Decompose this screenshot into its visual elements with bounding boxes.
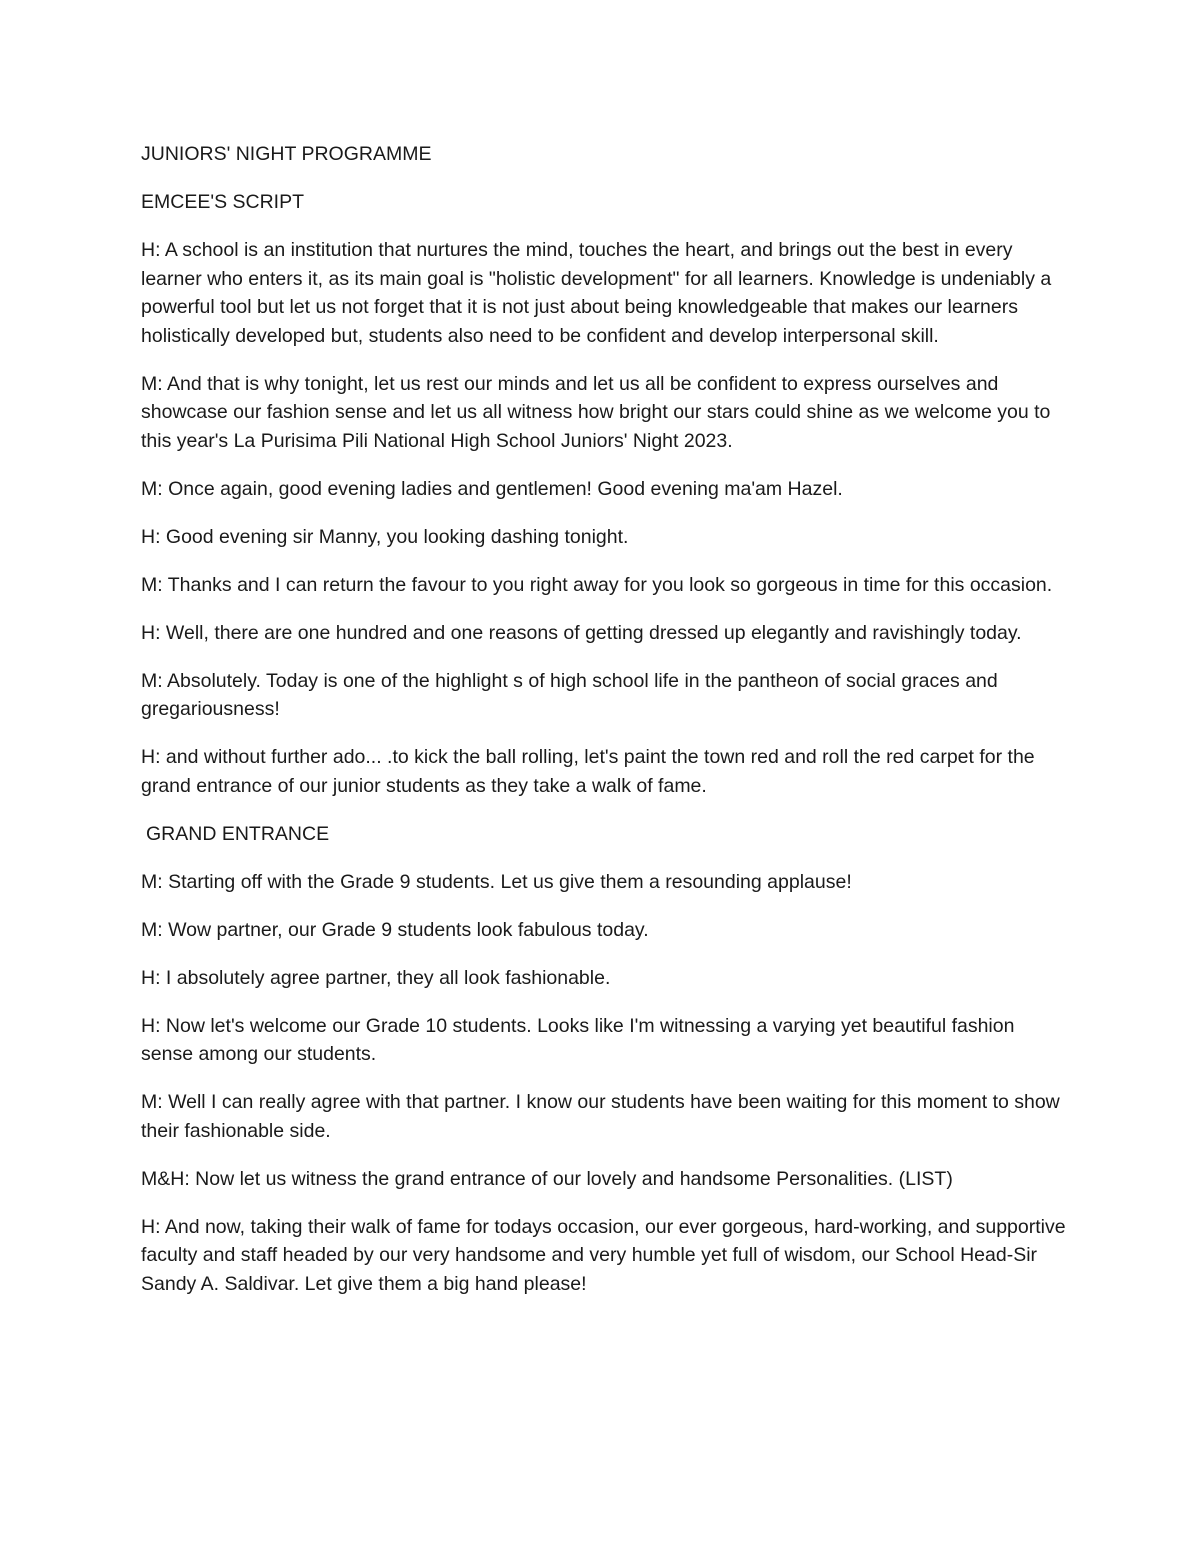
script-line: M&H: Now let us witness the grand entrance of our lovely and handsome Personalities. (LIST) <box>141 1167 953 1190</box>
script-line: H: Good evening sir Manny, you looking dashing tonight. <box>141 525 629 548</box>
script-line: H: And now, taking their walk of fame for todays occasion, our ever gorgeous, hard-working, and supportive faculty and staff headed by our very handsome and very humble yet full of wisdom, our School Head-Sir Sandy A. Saldivar. Let give them a big hand please! <box>141 1215 1066 1295</box>
document-subtitle: EMCEE'S SCRIPT <box>141 191 304 213</box>
script-line: M: Well I can really agree with that partner. I know our students have been waiting for this moment to show their fashionable side. <box>141 1091 1060 1142</box>
document-title: JUNIORS' NIGHT PROGRAMME <box>141 143 432 165</box>
script-line: M: Thanks and I can return the favour to you right away for you look so gorgeous in time for this occasion. <box>141 573 1053 596</box>
section-heading: GRAND ENTRANCE <box>146 822 330 845</box>
document-body <box>141 140 1066 1318</box>
script-line: H: and without further ado... .to kick the ball rolling, let's paint the town red and roll the red carpet for the grand entrance of our junior students as they take a walk of fame. <box>141 746 1035 797</box>
script-line: M: Once again, good evening ladies and gentlemen! Good evening ma'am Hazel. <box>141 477 843 500</box>
script-line: M: Starting off with the Grade 9 students. Let us give them a resounding applause! <box>141 870 852 893</box>
script-line: H: Well, there are one hundred and one reasons of getting dressed up elegantly and ravishingly today. <box>141 621 1022 644</box>
script-line: M: Absolutely. Today is one of the highlight s of high school life in the pantheon of social graces and gregariousness! <box>141 669 998 720</box>
script-line: H: I absolutely agree partner, they all look fashionable. <box>141 966 611 989</box>
script-line: M: And that is why tonight, let us rest our minds and let us all be confident to express ourselves and showcase our fashion sense and let us all witness how bright our stars could shine as we welcome you to this year's La Purisima Pili National High School Juniors' Night 2023. <box>141 372 1051 452</box>
script-line: H: A school is an institution that nurtures the mind, touches the heart, and brings out the best in every learner who enters it, as its main goal is "holistic development" for all learners. Knowledge is undeniably a powerful tool but let us not forget that it is not just about being knowledgeable that makes our learners holistically developed but, students also need to be confident and develop interpersonal skill. <box>141 239 1052 347</box>
script-line: M: Wow partner, our Grade 9 students look fabulous today. <box>141 918 649 941</box>
script-line: H: Now let's welcome our Grade 10 students. Looks like I'm witnessing a varying yet beautiful fashion sense among our students. <box>141 1014 1015 1065</box>
